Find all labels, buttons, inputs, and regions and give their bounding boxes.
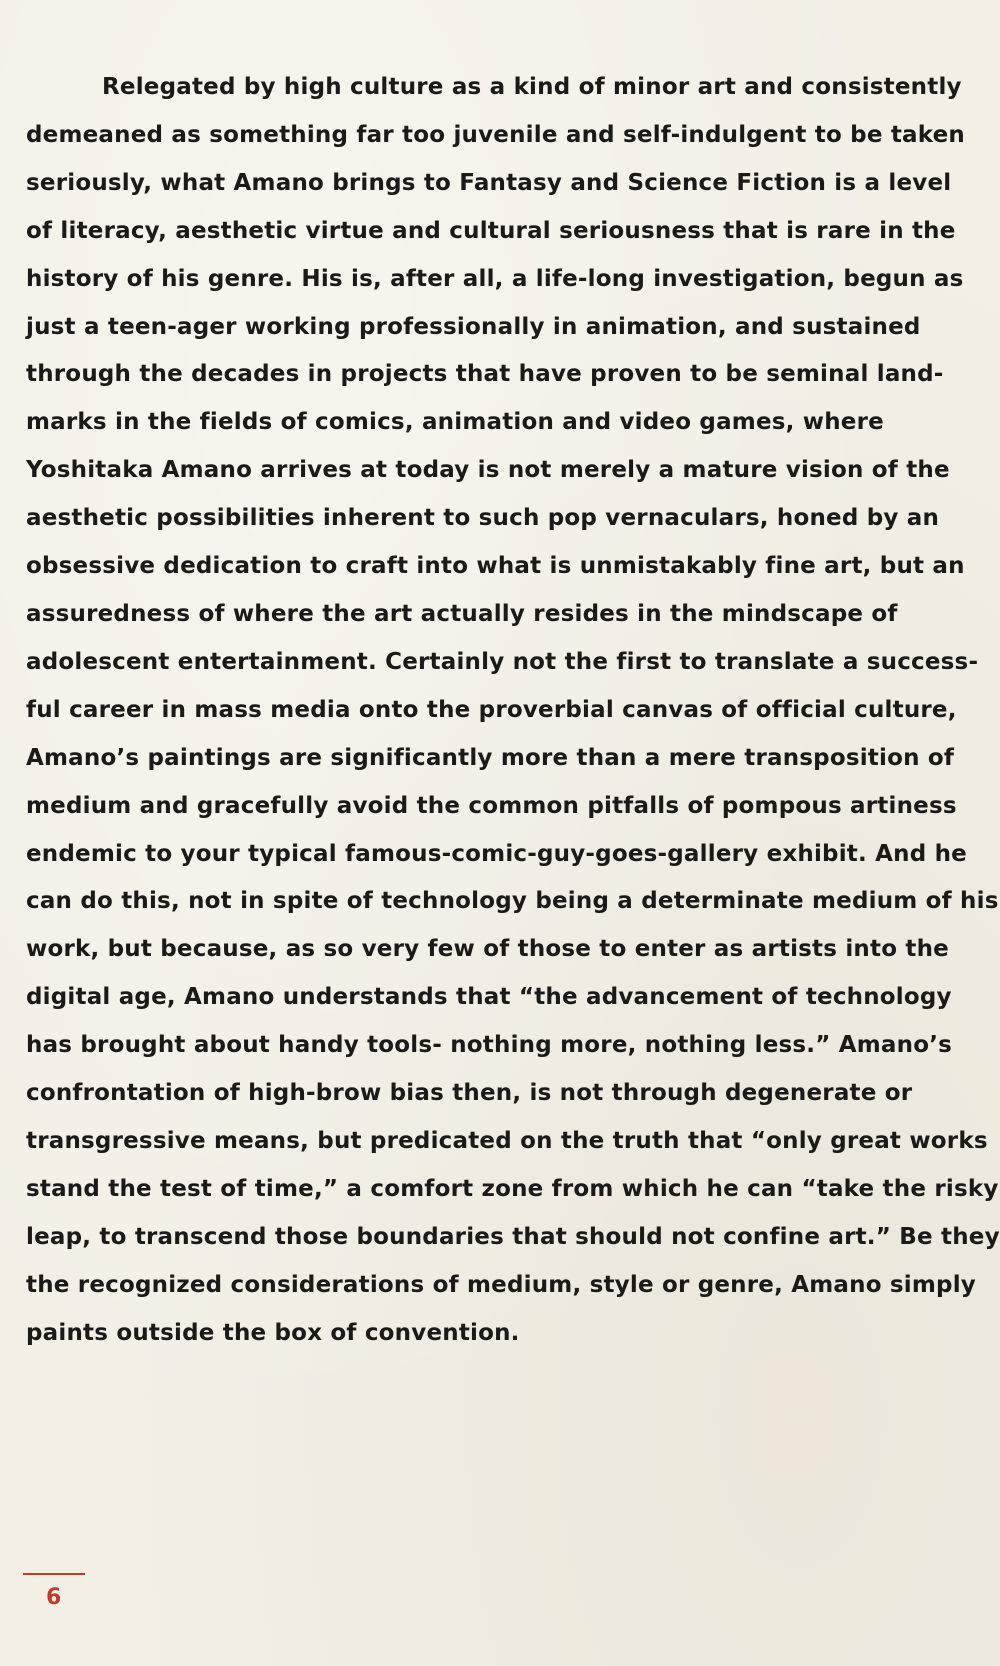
text-line: just a teen-ager working professionally in animation, and sustained	[26, 313, 921, 340]
text-line: aesthetic possibilities inherent to such pop vernaculars, honed by an	[26, 505, 940, 532]
text-line: Yoshitaka Amano arrives at today is not merely a mature vision of the	[26, 457, 950, 484]
text-line: confrontation of high-brow bias then, is not through degenerate or	[26, 1080, 913, 1107]
text-line: paints outside the box of convention.	[26, 1319, 520, 1346]
text-line: leap, to transcend those boundaries that should not confine art.” Be they	[26, 1223, 1000, 1250]
text-line: digital age, Amano understands that “the advancement of technology	[26, 984, 952, 1011]
text-line: through the decades in projects that have proven to be seminal land-	[26, 361, 944, 388]
text-line: of literacy, aesthetic virtue and cultural seriousness that is rare in the	[26, 217, 956, 244]
footer-rule	[23, 1573, 85, 1575]
text-line: ful career in mass media onto the proverbial canvas of official culture,	[26, 696, 957, 723]
text-line: transgressive means, but predicated on the truth that “only great works	[26, 1127, 988, 1154]
article-body	[26, 64, 1000, 1357]
text-line: work, but because, as so very few of those to enter as artists into the	[26, 936, 949, 963]
text-line: Relegated by high culture as a kind of minor art and consistently	[102, 74, 962, 100]
text-line: obsessive dedication to craft into what is unmistakably fine art, but an	[26, 553, 965, 580]
text-line: Amano’s paintings are significantly more than a mere transposition of	[26, 744, 955, 771]
text-line: stand the test of time,” a comfort zone from which he can “take the risky	[26, 1175, 999, 1202]
text-line: history of his genre. His is, after all, a life-long investigation, begun as	[26, 265, 964, 292]
text-line: assuredness of where the art actually resides in the mindscape of	[26, 600, 898, 627]
text-line: has brought about handy tools- nothing more, nothing less.” Amano’s	[26, 1032, 953, 1059]
text-line: marks in the fields of comics, animation and video games, where	[26, 409, 884, 436]
text-line: seriously, what Amano brings to Fantasy and Science Fiction is a level	[26, 169, 952, 196]
text-line: medium and gracefully avoid the common pitfalls of pompous artiness	[26, 792, 957, 819]
text-line: demeaned as something far too juvenile and self-indulgent to be taken	[26, 121, 965, 148]
text-line: endemic to your typical famous-comic-guy-goes-gallery exhibit. And he	[26, 840, 967, 867]
text-line: the recognized considerations of medium, style or genre, Amano simply	[26, 1271, 976, 1298]
text-line: can do this, not in spite of technology being a determinate medium of his	[26, 888, 999, 915]
page-number: 6	[46, 1585, 62, 1610]
text-line: adolescent entertainment. Certainly not the first to translate a success-	[26, 648, 979, 675]
